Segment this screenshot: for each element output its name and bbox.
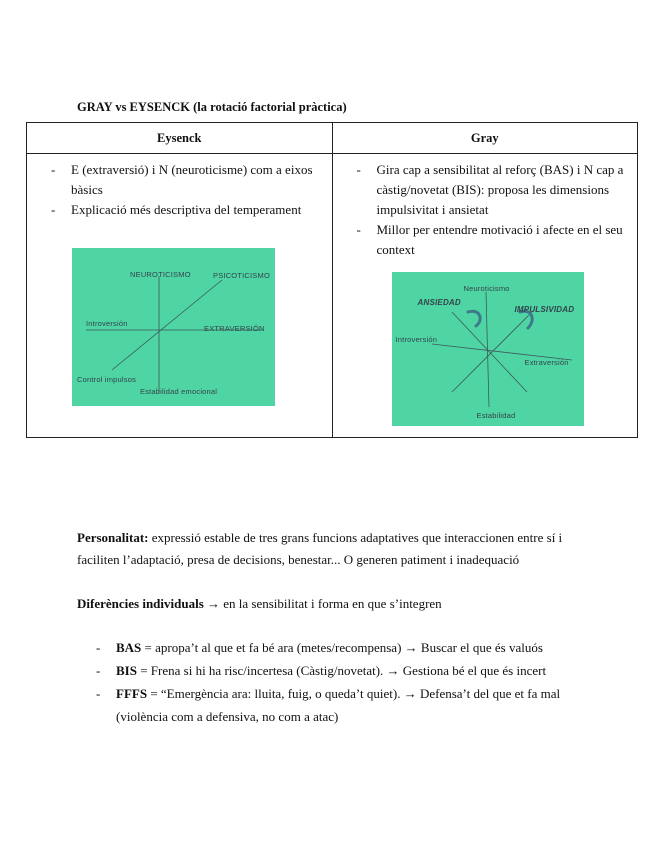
label-stability: Estabilidad — [476, 411, 516, 420]
label-introversion: Introversión — [395, 335, 438, 344]
system-bas-text: = apropa’t al que et fa bé ara (metes/recompensa) → Buscar el que és valuós — [141, 640, 543, 655]
list-item — [96, 682, 596, 728]
list-item — [96, 636, 596, 659]
list-item: - Gira cap a sensibilitat al reforç (BAS) i N cap a càstig/novetat (BIS): proposa les dimensions impulsivitat i ansietat — [357, 160, 642, 220]
label-anxiety: ANSIEDAD — [417, 298, 461, 307]
eysenck-diagram — [72, 248, 275, 406]
gray-axes — [392, 272, 584, 426]
label-neuroticism: NEUROTICISMO — [130, 270, 191, 279]
label-psychoticism: PSICOTICISMO — [213, 271, 270, 280]
header-gray: Gray — [332, 123, 638, 154]
label-extraversion: Extraversión — [524, 358, 569, 367]
systems-list — [96, 636, 596, 728]
personality-term: Personalitat: — [77, 530, 149, 545]
differences-term: Diferències individuals — [77, 596, 204, 611]
label-stability: Estabilidad emocional — [140, 387, 218, 396]
label-neuroticism: Neuroticismo — [463, 284, 510, 293]
personality-text: expressió estable de tres grans funcions adaptatives que interaccionen entre sí i faciliten l’adaptació, presa de decisions, benestar... O generen patiment i inadequació — [77, 530, 563, 567]
gray-points — [357, 160, 642, 260]
system-bas-name: BAS — [116, 640, 142, 655]
system-fffs-name: FFFS — [116, 686, 148, 701]
system-bis-text: = Frena si hi ha risc/incertesa (Càstig/novetat). → Gestiona bé el que és incert — [136, 663, 547, 678]
label-impulse-control: Control impulsos — [77, 375, 137, 384]
label-impulsivity: IMPULSIVIDAD — [514, 305, 575, 314]
eysenck-points — [51, 160, 336, 220]
list-item: - Millor per entendre motivació i afecte en el seu context — [357, 220, 642, 260]
list-item: - Explicació més descriptiva del temperament — [51, 200, 336, 220]
label-extraversion: EXTRAVERSIÓN — [204, 324, 265, 333]
label-introversion: Introversión — [86, 319, 128, 328]
individual-differences — [77, 593, 577, 615]
comparison-table — [26, 122, 638, 438]
differences-text: → en la sensibilitat i forma en que s’integren — [203, 596, 442, 611]
eysenck-cell — [27, 154, 332, 437]
system-fffs-text: = “Emergència ara: lluita, fuig, o queda’t quiet). → Defensa’t del que et fa mal (violència com a defensiva, no com a atac) — [116, 686, 561, 724]
gray-diagram — [392, 272, 584, 426]
rotation-arrow-left — [468, 311, 480, 326]
gray-cell — [333, 154, 638, 437]
personality-definition — [77, 527, 577, 571]
axis-diagonal-b — [452, 312, 532, 392]
system-bis-name: BIS — [116, 663, 137, 678]
page-title: GRAY vs EYSENCK (la rotació factorial pràctica) — [77, 100, 347, 114]
header-eysenck: Eysenck — [27, 123, 333, 154]
list-item — [96, 659, 596, 682]
list-item: - E (extraversió) i N (neuroticisme) com a eixos bàsics — [51, 160, 336, 200]
axis-diagonal-a — [452, 312, 527, 392]
